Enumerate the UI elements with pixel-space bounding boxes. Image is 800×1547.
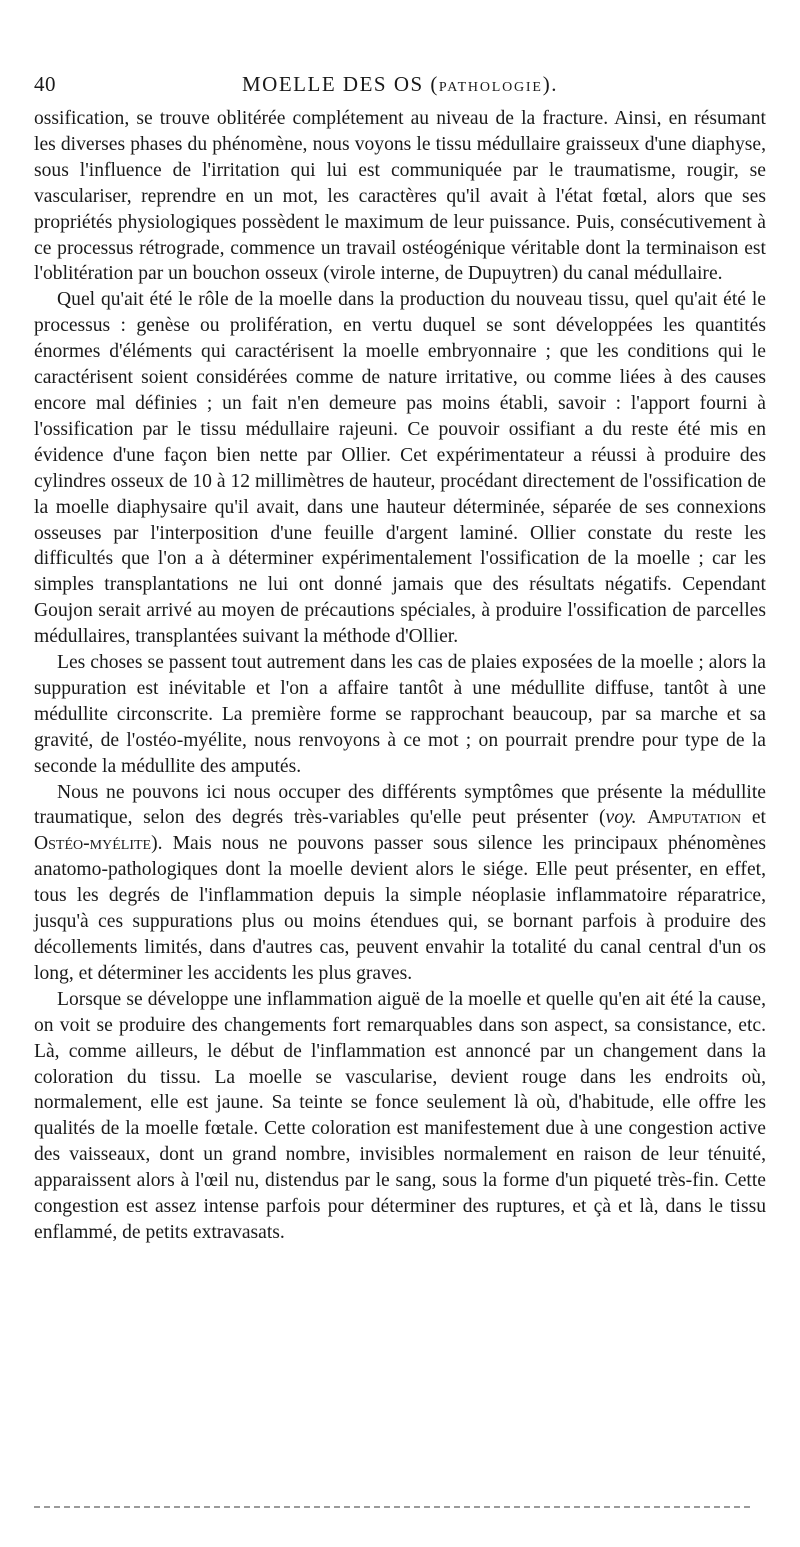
- running-title-section: PATHOLOGIE: [438, 80, 543, 95]
- running-title: [34, 72, 766, 97]
- cross-reference-osteo-myelite: Ostéo-myélite: [34, 833, 152, 855]
- body-text: [34, 106, 766, 1246]
- paragraph-medullite-traumatique: [34, 780, 766, 987]
- paragraph-text-start: Nous ne pouvons ici nous occuper des différents symptômes que présente la médullite traumatique, selon des degrés très-variables qu'elle peut présenter (: [34, 781, 766, 829]
- page-number: 40: [34, 72, 56, 96]
- book-page: [34, 72, 766, 1246]
- section-open: (: [430, 72, 439, 96]
- paragraph-plaies-exposees: Les choses se passent tout autrement dans les cas de plaies exposées de la moelle ; alors la suppuration est inévitable et l'on a affaire tantôt à une médullite diffuse, tantôt à une médullite circonscrite. La première forme se rapprochant beaucoup, par sa marche et sa gravité, de l'ostéo-myélite, nous renvoyons à ce mot ; on pourrait prendre pour type de la seconde la médullite des amputés.: [34, 652, 766, 777]
- voy-abbreviation: voy.: [605, 807, 637, 829]
- section-close: ).: [542, 72, 558, 96]
- running-title-main: MOELLE DES OS: [242, 72, 424, 96]
- footer-dashed-rule: [34, 1506, 750, 1508]
- paragraph-inflammation-aigue: Lorsque se développe une inflammation aiguë de la moelle et quelle qu'en ait été la cause, on voit se produire des changements fort remarquables dans son aspect, sa consistance, etc. Là, comme ailleurs, le début de l'inflammation est annoncé par un changement dans la coloration du tissu. La moelle se vascularise, devient rouge dans les endroits où, normalement, elle est jaune. Sa teinte se fonce seulement là où, d'habitude, elle offre les qualités de la moelle fœtale. Cette coloration est manifestement due à une congestion active des vaisseaux, dont un grand nombre, invisibles normalement en raison de leur ténuité, apparaissent alors à l'œil nu, distendus par le sang, sous la forme d'un piqueté très-fin. Cette congestion est assez intense parfois pour déterminer des ruptures, et çà et là, dans le tissu enflammé, de petits extravasats.: [34, 988, 766, 1243]
- conjunction: et: [741, 807, 766, 829]
- cross-reference-amputation: Amputation: [647, 807, 742, 829]
- paragraph-text-end: ). Mais nous ne pouvons passer sous silence les principaux phénomènes anatomo-pathologiques dont la moelle devient alors le siége. Elle peut présenter, en effet, tous les degrés de l'inflammation depuis la simple néoplasie inflammatoire réparatrice, jusqu'à ces suppurations plus ou moins étendues qui, se bornant parfois à produire des décollements limités, dans d'autres cas, peuvent envahir la totalité du canal central d'un os long, et déterminer les accidents les plus graves.: [34, 833, 766, 984]
- paragraph-continuation: ossification, se trouve oblitérée complétement au niveau de la fracture. Ainsi, en résumant les diverses phases du phénomène, nous voyons le tissu médullaire graisseux d'une diaphyse, sous l'influence de l'irritation qui lui est communiquée par le traumatisme, rougir, se vasculariser, reprendre en un mot, les caractères qu'il avait à l'état fœtal, alors que ses propriétés physiologiques possèdent le maximum de leur puissance. Puis, consécutivement à ce processus rétrograde, commence un travail ostéogénique véritable dont la terminaison est l'oblitération par un bouchon osseux (virole interne, de Dupuytren) du canal médullaire.: [34, 108, 766, 285]
- paragraph-ollier-ossification: Quel qu'ait été le rôle de la moelle dans la production du nouveau tissu, quel qu'ait été le processus : genèse ou prolifération, en vertu duquel se sont développées les quantités énormes d'éléments qui caractérisent la moelle embryonnaire ; que les conditions qui le caractérisent soient considérées comme de nature irritative, ou comme liées à des causes encore mal définies ; un fait n'en demeure pas moins établi, savoir : l'apport fourni à l'ossification par le tissu médullaire rajeuni. Ce pouvoir ossifiant a du reste été mis en évidence d'une façon bien nette par Ollier. Cet expérimentateur a réussi à produire des cylindres osseux de 10 à 12 millimètres de hauteur, procédant directement de l'ossification de la moelle diaphysaire qu'il avait, dans une hauteur déterminée, séparée de ses connexions osseuses par l'interposition d'une feuille d'argent laminé. Ollier constate du reste les difficultés que l'on a à déterminer expérimentalement l'ossification de la moelle ; car les simples transplantations ne lui ont donné jamais que des résultats négatifs. Cependant Goujon serait arrivé au moyen de précautions spéciales, à produire l'ossification de parcelles médullaires, transplantées suivant la méthode d'Ollier.: [34, 289, 766, 648]
- running-head: [34, 72, 766, 106]
